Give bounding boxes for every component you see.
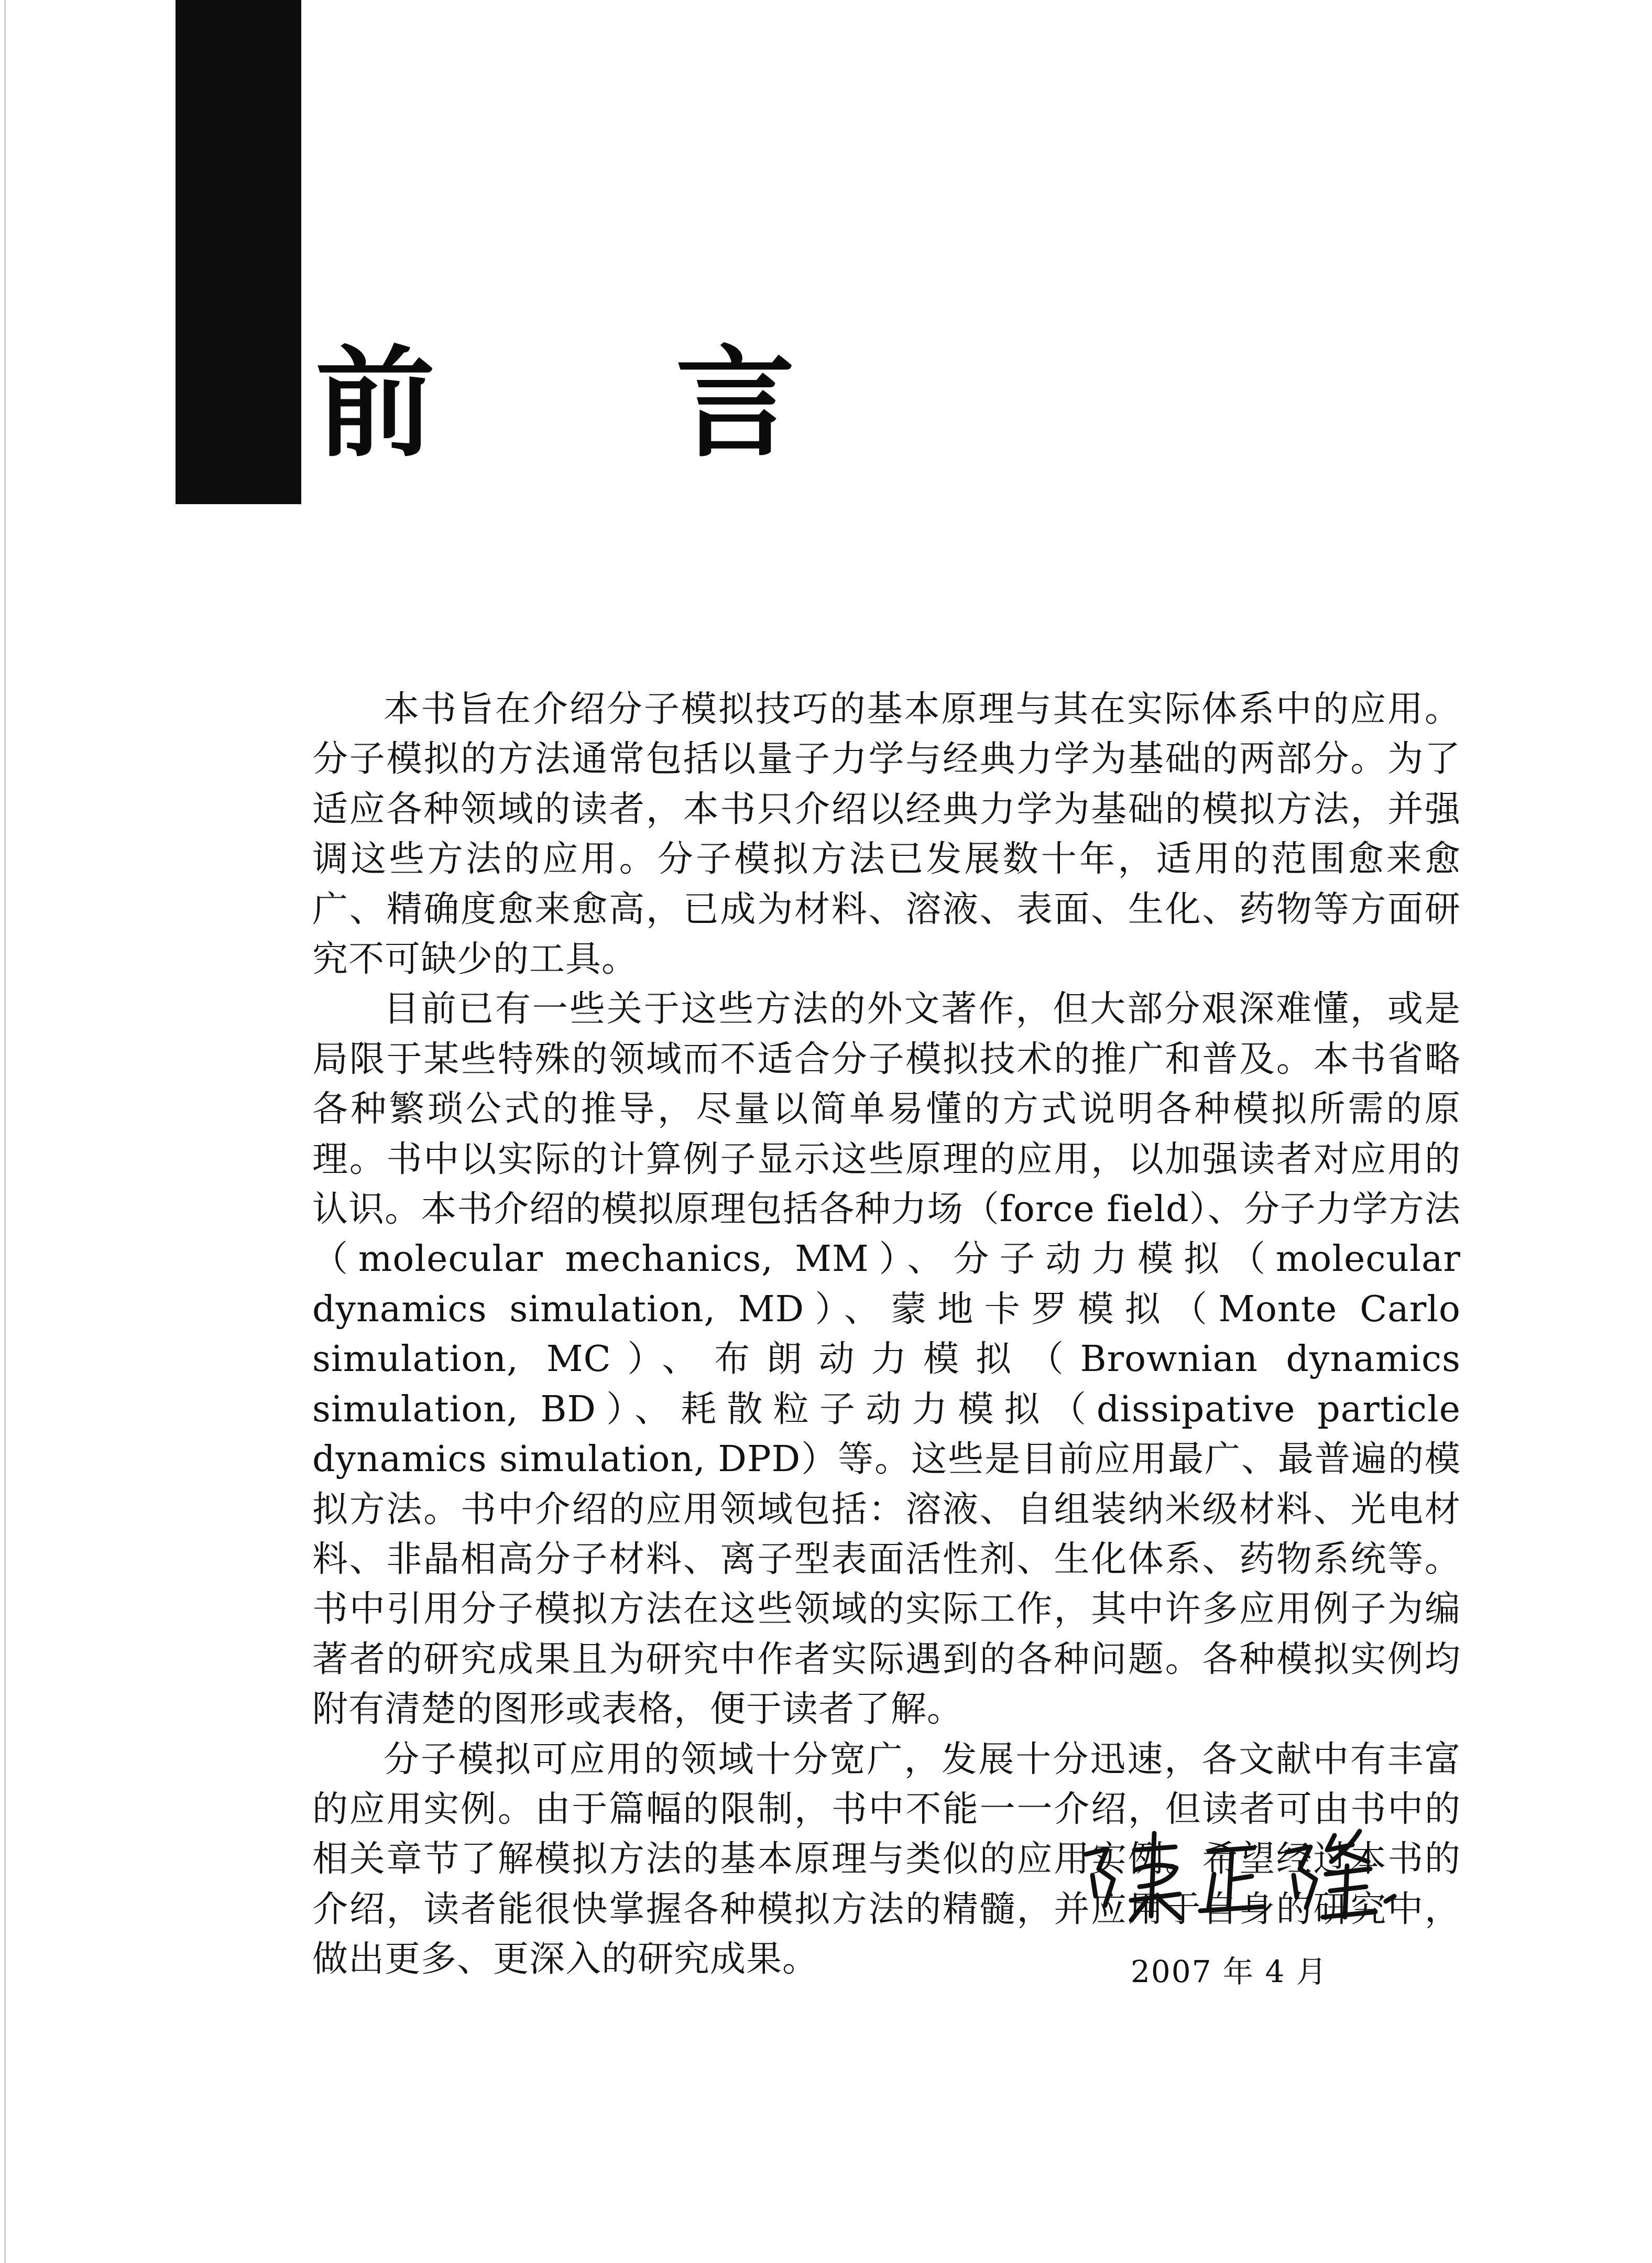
handwritten-signature	[1077, 1818, 1412, 1928]
page-title: 前 言	[315, 334, 895, 473]
page-edge-shadow	[4, 0, 6, 2263]
paragraph-2: 目前已有一些关于这些方法的外文著作，但大部分艰深难懂，或是局限于某些特殊的领域而不适合分子模拟技术的推广和普及。本书省略各种繁琐公式的推导，尽量以简单易懂的方式说明各种模拟所需的原理。书中以实际的计算例子显示这些原理的应用，以加强读者对应用的认识。本书介绍的模拟原理包括各种力场（force field）、分子力学方法（molecular mechanics, MM）、分子动力模拟（molecular dynamics simulation, MD）、蒙地卡罗模拟（Monte Carlo simulation, MC）、布朗动力模拟（Brownian dynamics simulation, BD）、耗散粒子动力模拟（dissipative particle dynamics simulation, DPD）等。这些是目前应用最广、最普遍的模拟方法。书中介绍的应用领域包括：溶液、自组装纳米级材料、光电材料、非晶相高分子材料、离子型表面活性剂、生化体系、药物系统等。书中引用分子模拟方法在这些领域的实际工作，其中许多应用例子为编著者的研究成果且为研究中作者实际遇到的各种问题。各种模拟实例均附有清楚的图形或表格，便于读者了解。	[312, 988, 1461, 1731]
preface-date: 2007 年 4 月	[1131, 1954, 1328, 1989]
preface-body	[312, 684, 1461, 1985]
chapter-marker-bar	[176, 0, 301, 504]
paragraph-1: 本书旨在介绍分子模拟技巧的基本原理与其在实际体系中的应用。分子模拟的方法通常包括以量子力学与经典力学为基础的两部分。为了适应各种领域的读者，本书只介绍以经典力学为基础的模拟方法，并强调这些方法的应用。分子模拟方法已发展数十年，适用的范围愈来愈广、精确度愈来愈高，已成为材料、溶液、表面、生化、药物等方面研究不可缺少的工具。	[312, 689, 1461, 981]
paragraph-3: 分子模拟可应用的领域十分宽广，发展十分迅速，各文献中有丰富的应用实例。由于篇幅的限制，书中不能一一介绍，但读者可由书中的相关章节了解模拟方法的基本原理与类似的应用实例。希望经过本书的介绍，读者能很快掌握各种模拟方法的精髓，并应用于自身的研究中，做出更多、更深入的研究成果。	[312, 1738, 1461, 1981]
